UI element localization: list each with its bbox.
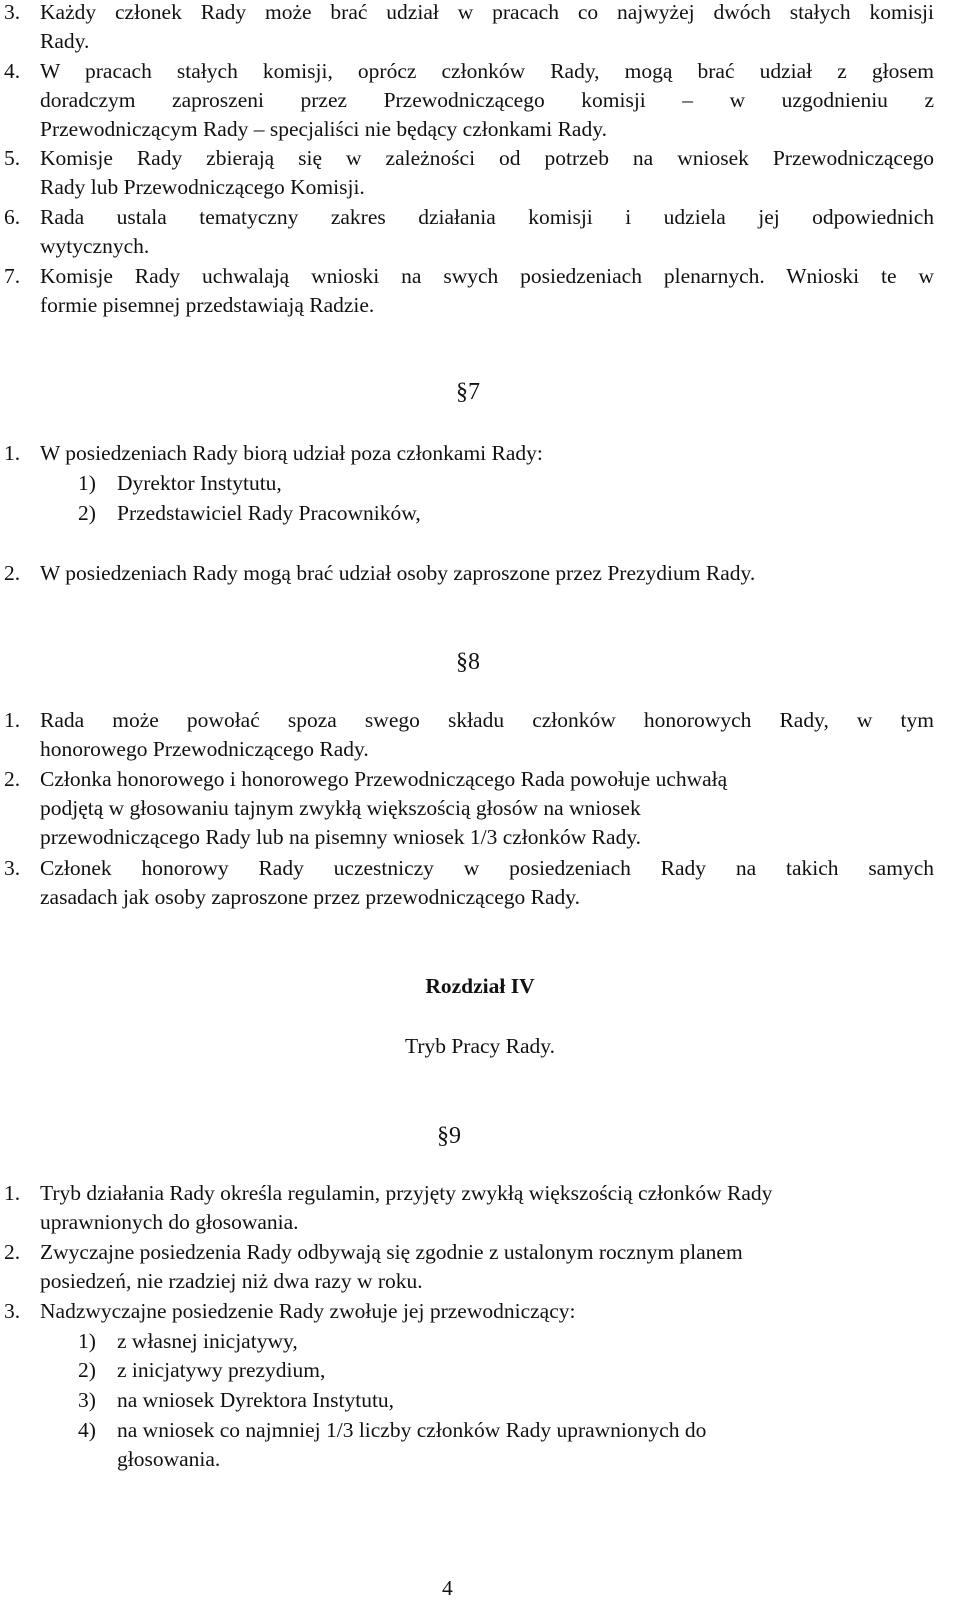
subitem-number: 1) <box>78 1329 96 1353</box>
subitem-number: 3) <box>78 1388 96 1412</box>
item-text: uprawnionych do głosowania. <box>40 1210 299 1234</box>
item-text: Komisje Rady uchwalają wnioski na swych posiedzeniach plenarnych. Wnioski te w <box>40 264 934 288</box>
item-text: doradczym zaproszeni przez Przewodniczącego komisji – w uzgodnieniu z <box>40 88 934 112</box>
item-number: 3. <box>4 856 21 880</box>
subitem-text: na wniosek co najmniej 1/3 liczby członków Rady uprawnionych do <box>117 1418 707 1442</box>
section-heading-9: §9 <box>437 1123 461 1149</box>
item-number: 1. <box>4 708 21 732</box>
subitem-number: 1) <box>78 471 96 495</box>
item-text: Komisje Rady zbierają się w zależności od potrzeb na wniosek Przewodniczącego <box>40 146 934 170</box>
item-text: wytycznych. <box>40 234 150 258</box>
item-text: Nadzwyczajne posiedzenie Rady zwołuje jej przewodniczący: <box>40 1299 576 1323</box>
item-number: 6. <box>4 205 21 229</box>
item-text: zasadach jak osoby zaproszone przez przewodniczącego Rady. <box>40 885 581 909</box>
subitem-text: z własnej inicjatywy, <box>117 1329 298 1353</box>
item-number: 3. <box>4 1299 21 1323</box>
item-number: 2. <box>4 561 21 585</box>
subitem-number: 2) <box>78 501 96 525</box>
item-text: W pracach stałych komisji, oprócz członków Rady, mogą brać udział z głosem <box>40 59 934 83</box>
item-text: Członka honorowego i honorowego Przewodniczącego Rada powołuje uchwałą <box>40 767 728 791</box>
item-text: Członek honorowy Rady uczestniczy w posiedzeniach Rady na takich samych <box>40 856 934 880</box>
item-number: 2. <box>4 767 21 791</box>
item-text: W posiedzeniach Rady mogą brać udział osoby zaproszone przez Prezydium Rady. <box>40 561 756 585</box>
item-text: honorowego Przewodniczącego Rady. <box>40 737 369 761</box>
item-number: 5. <box>4 146 21 170</box>
item-text: Zwyczajne posiedzenia Rady odbywają się zgodnie z ustalonym rocznym planem <box>40 1240 743 1264</box>
section-heading-7: §7 <box>456 379 480 405</box>
subitem-text: z inicjatywy prezydium, <box>117 1358 326 1382</box>
subitem-number: 4) <box>78 1418 96 1442</box>
item-text: Rady lub Przewodniczącego Komisji. <box>40 175 365 199</box>
item-text: Rada może powołać spoza swego składu członków honorowych Rady, w tym <box>40 708 934 732</box>
item-text: Rada ustala tematyczny zakres działania komisji i udziela jej odpowiednich <box>40 205 934 229</box>
chapter-title: Rozdział IV <box>425 974 535 998</box>
section-heading-8: §8 <box>456 649 480 675</box>
item-text: W posiedzeniach Rady biorą udział poza członkami Rady: <box>40 441 543 465</box>
item-text: formie pisemnej przedstawiają Radzie. <box>40 293 375 317</box>
subitem-number: 2) <box>78 1358 96 1382</box>
item-text: Rady. <box>40 29 90 53</box>
item-text: posiedzeń, nie rzadziej niż dwa razy w roku. <box>40 1269 423 1293</box>
item-number: 4. <box>4 59 21 83</box>
item-text: podjętą w głosowaniu tajnym zwykłą większością głosów na wniosek <box>40 796 641 820</box>
item-number: 1. <box>4 441 21 465</box>
item-number: 2. <box>4 1240 21 1264</box>
item-number: 3. <box>4 0 21 24</box>
item-number: 7. <box>4 264 21 288</box>
subitem-text: Dyrektor Instytutu, <box>117 471 282 495</box>
item-number: 1. <box>4 1181 21 1205</box>
item-text: Każdy członek Rady może brać udział w pracach co najwyżej dwóch stałych komisji <box>40 0 934 24</box>
subitem-text: głosowania. <box>117 1447 221 1471</box>
chapter-subtitle: Tryb Pracy Rady. <box>404 1034 556 1058</box>
item-text: Przewodniczącym Rady – specjaliści nie będący członkami Rady. <box>40 117 607 141</box>
page-number: 4 <box>442 1576 453 1600</box>
item-text: przewodniczącego Rady lub na pisemny wniosek 1/3 członków Rady. <box>40 825 642 849</box>
item-text: Tryb działania Rady określa regulamin, przyjęty zwykłą większością członków Rady <box>40 1181 773 1205</box>
subitem-text: na wniosek Dyrektora Instytutu, <box>117 1388 395 1412</box>
subitem-text: Przedstawiciel Rady Pracowników, <box>117 501 421 525</box>
